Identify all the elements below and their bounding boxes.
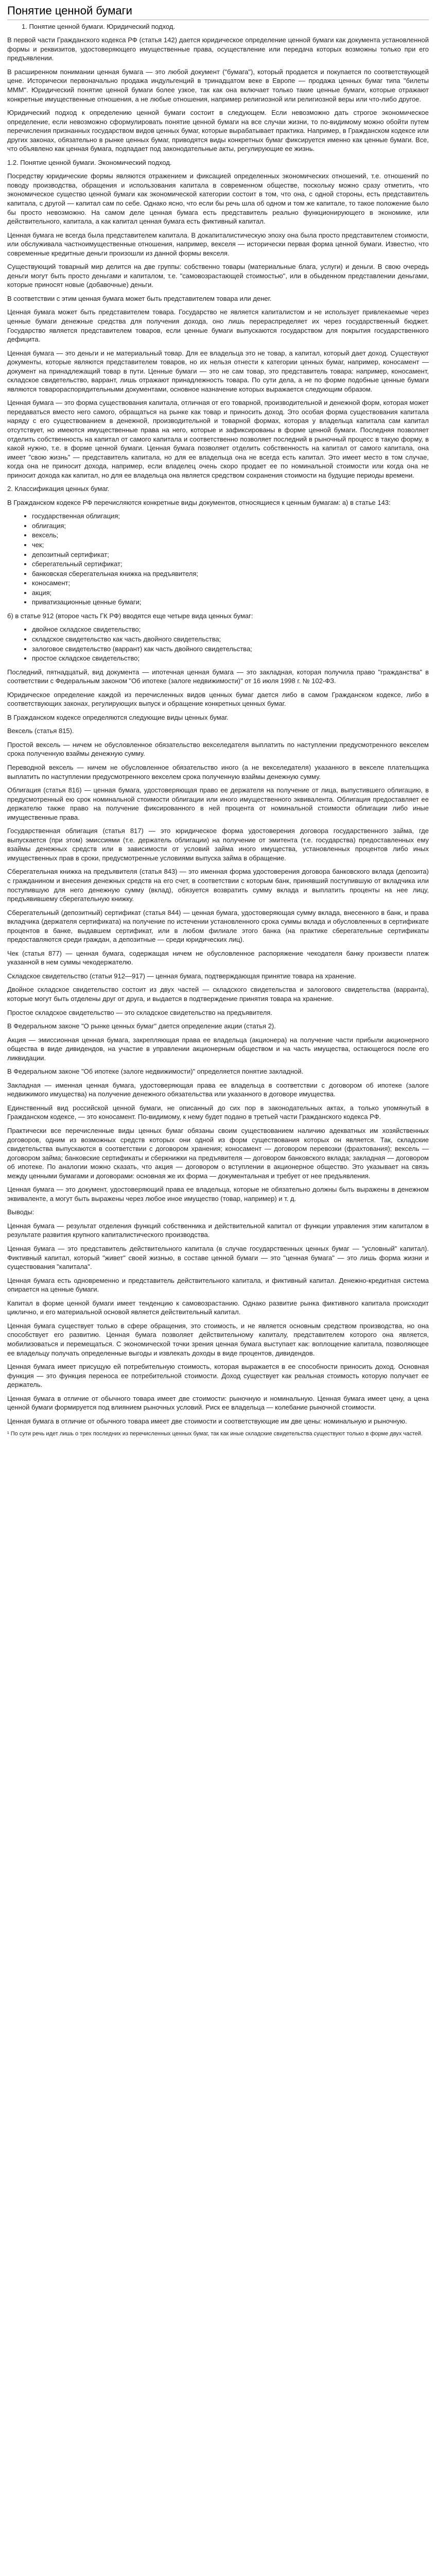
list-item: • залоговое свидетельство (варрант) как часть двойного свидетельства; xyxy=(32,645,429,654)
paragraph: Единственный вид российской ценной бумаги, не описанный до сих пор в законодательных актах, а только упомянутый в Гражданском кодексе, — это коносамент. По-видимому, к нему будет подано в третьей части Гражданского кодекса РФ. xyxy=(7,1104,429,1121)
list-item: • сберегательный сертификат; xyxy=(32,560,429,569)
list-item: • государственная облигация; xyxy=(32,512,429,521)
paragraph: В Гражданском кодексе РФ перечисляются конкретные виды документов, относящиеся к ценным бумагам: а) в статье 143: xyxy=(7,498,391,506)
paragraph: В соответствии с этим ценная бумага может быть представителем товара или денег. xyxy=(7,294,272,302)
paragraph: Юридическое определение каждой из перечисленных видов ценных бумаг дается либо в самом Гражданском кодексе, либо в соответствующих законах, регулирующих выпуск и обращение конкретных ценных бумаг. xyxy=(7,690,429,708)
paragraph: Капитал в форме ценной бумаги имеет тенденцию к самовозрастанию. Однако развитие рынка фиктивного капитала происходит циклично, и его материальной основой является действительный капитал. xyxy=(7,1299,429,1316)
paragraph: В Гражданском кодексе определяются следующие виды ценных бумаг. xyxy=(7,713,229,721)
document-page xyxy=(7,0,429,1450)
list-item: • облигация; xyxy=(32,521,429,531)
section-heading-2: 1.2. Понятие ценной бумаги. Экономический подход. xyxy=(7,158,172,166)
paragraph: В первой части Гражданского кодекса РФ (статья 142) дается юридическое определение ценной бумаги как документа установленной формы и реквизитов, удостоверяющего имущественные права, осуществление или передача которых возможны только при его предъявлении. xyxy=(7,36,429,62)
paragraph: Вексель (статья 815). xyxy=(7,727,74,735)
list-item: • чек; xyxy=(32,540,429,550)
paragraph: Ценная бумага не всегда была представителем капитала. В докапиталистическую эпоху она была просто представителем стоимости, или обслуживала частноимущественные отношения, например, векселя — исторически первая форма ценной бумаги. Известно, что современные кредитные деньги произошли из данной формы векселя. xyxy=(7,231,429,257)
section-heading-1: 1. Понятие ценной бумаги. Юридический подход. xyxy=(22,22,176,30)
paragraph: Переводной вексель — ничем не обусловленное обязательство иного (а не векселедателя) указанного в векселе плательщика выплатить по наступлении предусмотренного векселем срока полученную взаймы денежную сумму. xyxy=(7,763,429,781)
paragraph: Сберегательный (депозитный) сертификат (статья 844) — ценная бумага, удостоверяющая сумму вклада, внесенного в банк, и права вкладчика (держателя сертификата) на получение по истечении установленного срока суммы вклада и обусловленных в сертификате процентов в банке, выдавшем сертификат, или в любом филиале этого банка (на практике сберегательные сертификаты предоставляются среди граждан, а депозитные — среди юридических лиц). xyxy=(7,908,429,944)
paragraph: Облигация (статья 816) — ценная бумага, удостоверяющая право ее держателя на получение от лица, выпустившего облигацию, в предусмотренный ею срок номинальной стоимости облигации или иного имущественного эквивалента. Облигация предоставляет ее держателю также право на получение фиксированного в ней процента от номинальной стоимости облигации либо иные имущественные права. xyxy=(7,786,429,821)
paragraph: б) в статье 912 (второе часть ГК РФ) вводятся еще четыре вида ценных бумаг: xyxy=(7,612,253,620)
list-item: • вексель; xyxy=(32,531,429,540)
paragraph: Сберегательная книжка на предъявителя (статья 843) — это именная форма удостоверения договора банковского вклада (депозита) с гражданином и внесения денежных средств на его счет, в соответствии с которым банк, принявший поступившую от вкладчика или поступившую для него денежную сумму (вклад), обязуется возвратить сумму вклада и выплатить проценты на нее лицу, предъявившему сберегательную книжку. xyxy=(7,868,429,903)
paragraph: Простой вексель — ничем не обусловленное обязательство векселедателя выплатить по наступлении предусмотренного векселем срока полученную взаймы денежную сумму. xyxy=(7,740,429,758)
list-item: • приватизационные ценные бумаги; xyxy=(32,598,429,607)
list-item: • депозитный сертификат; xyxy=(32,550,429,560)
paragraph: Ценная бумага — это документ, удостоверяющий права ее владельца, которые не обязательно должны быть выражены в денежном эквиваленте, а могут быть выражены через любое иное имущество (товар, например) и т. д. xyxy=(7,1185,429,1202)
paragraph: Посредству юридические формы являются отражением и фиксацией определенных экономических отношений, т.е. отношений по поводу производства, обращения и использования капитала в современном обществе, поскольку можно сразу отметить, что экономическое существо ценной бумаги как экономической категории состоит в том, что она, с одной стороны, есть представитель капитала, с другой — капитал сам по себе. Однако ясно, что если бы речь шла об одном и том же капитале, то такое положение было бы просто невозможно. На самом деле ценная бумага есть представитель реально функционирующего в экономике, или действительного, капитала, а как капитал ценная бумага есть фиктивный капитал. xyxy=(7,172,429,226)
paragraph: Ценная бумага — результат отделения функций собственника и действительной капитал от функции управления этим капиталом в результате развития крупного капиталистического производства. xyxy=(7,1222,429,1239)
paragraph: Двойное складское свидетельство состоит из двух частей — складского свидетельства и залогового свидетельства (варранта), которые могут быть отделены друг от друга, и выдается в подтверждение принятия товара на хранение. xyxy=(7,986,429,1003)
list-item: • акция; xyxy=(32,588,429,598)
paragraph: Ценная бумага есть одновременно и представитель действительного капитала, и фиктивный капитал. Денежно-кредитная система опирается на ценные бумаги. xyxy=(7,1276,429,1294)
securities-list-143 xyxy=(7,512,429,606)
paragraph: Ценная бумага в отличие от обычного товара имеет две стоимости и соответствующие им две цены: номинальную и рыночную. xyxy=(7,1417,407,1425)
paragraph: Складское свидетельство (статьи 912—917) — ценная бумага, подтверждающая принятие товара на хранение. xyxy=(7,972,356,980)
list-item: • банковская сберегательная книжка на предъявителя; xyxy=(32,569,429,579)
paragraph: Простое складское свидетельство — это складское свидетельство на предъявителя. xyxy=(7,1008,272,1016)
paragraph: Закладная — именная ценная бумага, удостоверяющая права ее владельца в соответствии с договором об ипотеке (залоге недвижимого имущества) на получение денежного обязательства или указанного в договоре имущества. xyxy=(7,1081,429,1098)
paragraph: Ценная бумага в отличие от обычного товара имеет две стоимости: рыночную и номинальную. Ценная бумага имеет цену, а цена ценной бумаги формируется под влиянием рыночных условий. Риск ее владельца — колебание рыночной стоимости. xyxy=(7,1394,429,1412)
paragraph: Юридический подход к определению ценной бумаги состоит в следующем. Если невозможно дать строгое экономическое определение, если невозможно сформулировать понятие ценной бумаги на все случаи жизни, то по-видимому можно обойти путем перечисления признанных государством видов ценных бумаг, которые вырабатывает практика. Например, в Гражданском кодексе или других законах, обязательно в рынке ценных бумаг, приводятся виды конкретных бумаг фиксируется именно как ценные бумаги. Все, что объявлено как ценная бумага, подпадает под законодательные акты, регулирующие ее жизнь. xyxy=(7,109,429,153)
paragraph: Ценная бумага — это представитель действительного капитала (в случае государственных ценных бумаг — "условный" капитал). Фиктивный капитал, который "живет" своей жизнью, в составе ценной бумаги — это "ценная бумага" — это лишь форма жизни и существования "капитала". xyxy=(7,1245,429,1271)
paragraph: Акция — эмиссионная ценная бумага, закрепляющая права ее владельца (акционера) на получение части прибыли акционерного общества в виде дивидендов, на участие в управлении акционерным обществом и на часть имущества, остающегося после его ликвидации. xyxy=(7,1036,429,1062)
list-item: • простое складское свидетельство; xyxy=(32,654,429,663)
securities-list-912 xyxy=(7,625,429,663)
page-title: Понятие ценной бумаги xyxy=(7,3,429,20)
list-item: • коносамент; xyxy=(32,579,429,588)
section-heading-3: 2. Классификация ценных бумаг. xyxy=(7,485,110,493)
paragraph: Существующий товарный мир делится на две группы: собственно товары (материальные блага, услуги) и деньги. В свою очередь деньги могут быть просто деньгами и капиталом, т.е. "самовозрастающей стоимостью", или в обыденном представлении деньгами, которые приносят новые (добавочные) деньги. xyxy=(7,263,429,289)
paragraph: В Федеральном законе "Об ипотеке (залоге недвижимости)" определяется понятие закладной. xyxy=(7,1067,304,1076)
conclusions-heading: Выводы: xyxy=(7,1208,34,1216)
list-item: • складское свидетельство как часть двойного свидетельства; xyxy=(32,635,429,644)
paragraph: Ценная бумага существует только в сфере обращения, это стоимость, и не является основным средством производства, но она способствует его развитию. Ценная бумага позволяет действительному капиталу, представителем которого она является, мобилизоваться и перемещаться. С экономической точки зрения ценная бумага выступает как: воплощение капитала, позволяющее ее владельцу получать определенные выгоды и извлекать доходы в виде процентов, дивидендов. xyxy=(7,1321,429,1357)
paragraph: Ценная бумага имеет присущую ей потребительную стоимость, которая выражается в ее способности приносить доход. Основная функция — это функция переноса ее потребительной стоимости. Доход существует как реальная стоимость которую получает ее держатель. xyxy=(7,1363,429,1389)
list-item: • двойное складское свидетельство; xyxy=(32,625,429,634)
paragraph: Ценная бумага — это форма существования капитала, отличная от его товарной, производительной и денежной форм, которая может передаваться вместо него самого, обращаться на рынке как товар и приносить доход. Это особая форма существования капитала наряду с его существованием в денежной, производительной и товарной формах, которая у владельца капитала сам капитал отсутствует, но имеются имущественные права на него, которые и зафиксированы в форме ценной бумаги. Последняя позволяет отделить собственность на капитал от самого капитала и соответственно позволяет последний в рыночный процесс в такую форму, в какой нужно, т.е. в форме ценной бумаги. Ценная бумага позволяет отделить собственность на капитал от самого капитала, она имеет "свою жизнь" — представитель капитала, но для ее владельца она не всегда есть капитал. Это имеет место в том случае, когда она не приносит дохода, например, если владелец очень скоро продает ее по номинальной стоимости или когда она не приносит дохода как капитал, но для ее владельца она является средством сохранения стоимости на будущие периоды времени. xyxy=(7,399,429,479)
paragraph: Ценная бумага — это деньги и не материальный товар. Для ее владельца это не товар, а капитал, который дает доход. Существуют документы, которые являются представителем товаров, но их нельзя отнести к категории ценных бумаг, например, коносамент — документ на принадлежащий товар в пути. Ценные бумаги — это не сам товар, это представитель товара: например, коносамент, складское свидетельство, варрант, лишь отражают принадлежность товара. По сути дела, а не по форме подобные ценные бумаги являются товарораспорядительными документами, основное назначение которых выражается следующим образом. xyxy=(7,349,429,393)
paragraph: Государственная облигация (статья 817) — это юридическое форма удостоверения договора государственного займа, где выпускается (при этом) эмиссиями (т.е. держатель облигации) на получение от эмитента (т.е. государства) предоставленных ему взаймы денежных средств или в зависимости от условий займа иного имущества, установленных процентов либо иных имущественных прав в сроки, предусмотренные условиями выпуска займа в обращение. xyxy=(7,827,429,862)
paragraph: Практически все перечисленные виды ценных бумаг обязаны своим существованием наличию адекватных им хозяйственных договоров, одним из возможных средств которых они одной из форм существования которых он является. Так, складские свидетельства выпускаются в соответствии с договором хранения; коносамент — договором перевозки (фрахтования); вексель — договором займа; банковские сертификаты и сберкнижки на предъявителя — договором банковского вклада; закладная — договором об ипотеке. По аналогии можно сказать, что акция — договором о вступлении в акционерное общество. Это указывает на связь между ценными бумагами и договорами: основная же их форма — документальная и требует от нее предъявления. xyxy=(7,1127,429,1180)
paragraph: В Федеральном законе "О рынке ценных бумаг" дается определение акции (статья 2). xyxy=(7,1022,276,1030)
paragraph: Ценная бумага может быть представителем товара. Государство не является капиталистом и не использует привлекаемые через ценные бумаги денежные средства для получения дохода, оно лишь перераспределяет их через государственный бюджет. Государство является представителем товаров, если ценные бумаги выпускаются государством для покрытия государственного дефицита. xyxy=(7,308,429,344)
paragraph: Последний, пятнадцатый, вид документа — ипотечная ценная бумага — это закладная, которая получила право "гражданства" в соответствии с Федеральным законом "Об ипотеке (залоге недвижимости)" от 16 июля 1998 г. № 102-ФЗ. xyxy=(7,668,429,685)
footnote: ¹ По сути речь идет лишь о трех последних из перечисленных ценных бумаг, так как иные складские свидетельства существуют только в форме двух частей. xyxy=(7,1431,423,1437)
paragraph: В расширенном понимании ценная бумага — это любой документ ("бумага"), который продается и покупается по соответствующей цене. Исторически первоначально продажа индульгенций в тринадцатом веке в Европе — продажа ценных бумаг типа "билеты МММ". Юридический понятие ценной бумаги более узкое, так как она включает только такие ценные бумаги, которые отражают конкретные имущественные отношения, а не любые отношения, например религиозной или религиозной веры или что-либо другое. xyxy=(7,67,429,103)
paragraph: Чек (статья 877) — ценная бумага, содержащая ничем не обусловленное распоряжение чекодателя банку произвести платеж указанной в нем суммы чекодержателю. xyxy=(7,949,429,967)
